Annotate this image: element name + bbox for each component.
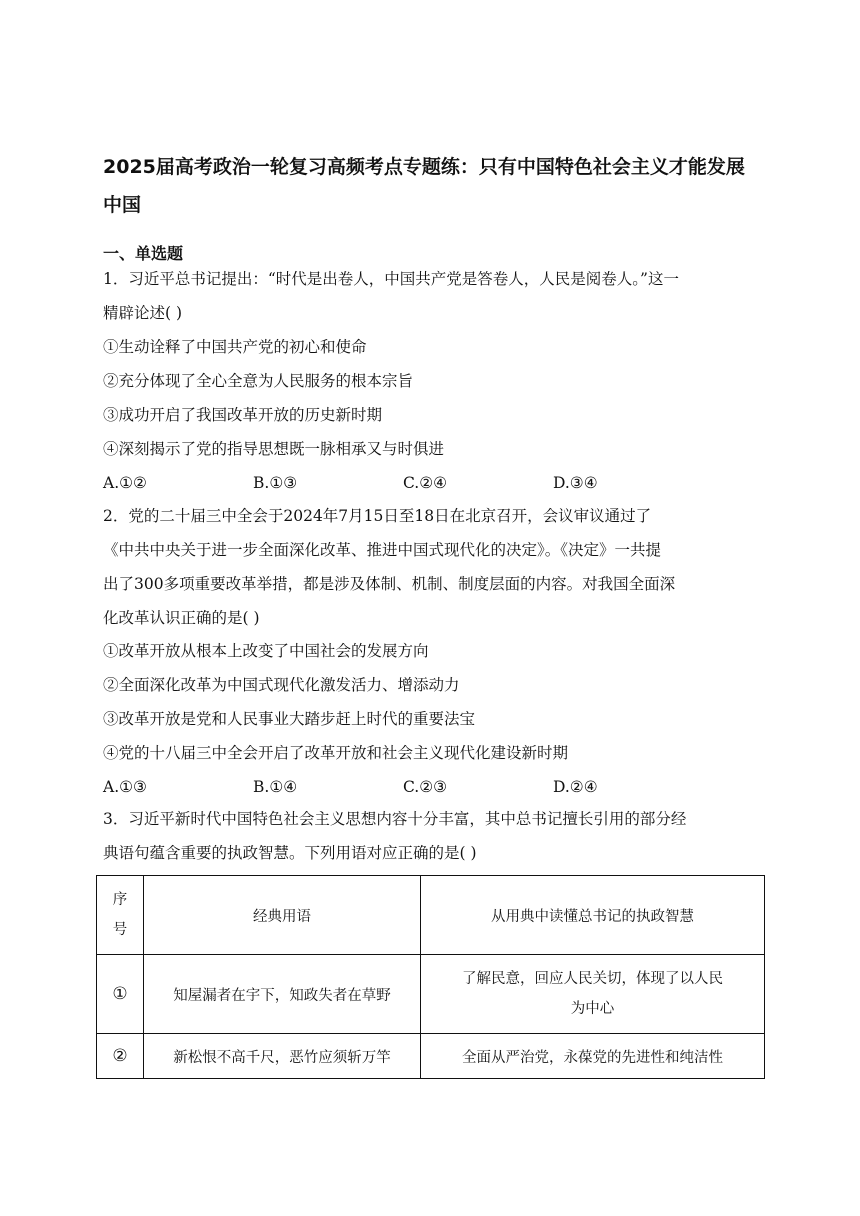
table-header-row (97, 876, 765, 955)
q2-item-1: ①改革开放从根本上改变了中国社会的发展方向 (103, 642, 429, 660)
table-row (97, 955, 765, 1034)
q2-option-a: A.①③ (103, 778, 147, 796)
q3-stem-line-2: 典语句蕴含重要的执政智慧。下列用语对应正确的是( ) (103, 844, 477, 862)
row-number: ① (97, 955, 144, 1034)
q1-item-3: ③成功开启了我国改革开放的历史新时期 (103, 406, 383, 424)
q3-table (96, 875, 765, 1079)
q1-item-1: ①生动诠释了中国共产党的初心和使命 (103, 338, 367, 356)
q1-options (103, 472, 703, 494)
q2-item-4: ④党的十八届三中全会开启了改革开放和社会主义现代化建设新时期 (103, 744, 569, 762)
header-number-char-1: 序 (112, 892, 128, 908)
q1-option-d: D.③④ (553, 474, 598, 492)
q1-option-a: A.①② (103, 474, 147, 492)
header-quote: 经典用语 (144, 876, 421, 955)
q1-item-4: ④深刻揭示了党的指导思想既一脉相承又与时俱进 (103, 440, 445, 458)
q2-stem-line-2: 《中共中央关于进一步全面深化改革、推进中国式现代化的决定》。《决定》一共提 (103, 541, 662, 559)
q2-stem-line-4: 化改革认识正确的是( ) (103, 609, 260, 627)
q1-item-2: ②充分体现了全心全意为人民服务的根本宗旨 (103, 372, 414, 390)
row-quote: 知屋漏者在宇下，知政失者在草野 (144, 955, 421, 1034)
row-wisdom-line-2: 为中心 (570, 1001, 615, 1017)
q2-option-d: D.②④ (553, 778, 598, 796)
q1-option-b: B.①③ (253, 474, 298, 492)
q2-options (103, 776, 703, 798)
row-number: ② (97, 1034, 144, 1079)
header-number-char-2: 号 (112, 922, 128, 938)
q2-option-b: B.①④ (253, 778, 298, 796)
q2-item-3: ③改革开放是党和人民事业大踏步赶上时代的重要法宝 (103, 710, 476, 728)
q2-stem-line-1: 2．党的二十届三中全会于2024年7月15日至18日在北京召开，会议审议通过了 (103, 507, 652, 525)
page-title: 2025届高考政治一轮复习高频考点专题练：只有中国特色社会主义才能发展中国 (103, 156, 745, 216)
header-number-cell (97, 876, 144, 955)
row-wisdom-cell (421, 955, 765, 1034)
table-row (97, 1034, 765, 1079)
q2-item-2: ②全面深化改革为中国式现代化激发活力、增添动力 (103, 676, 460, 694)
q1-stem-line-1: 1．习近平总书记提出：“时代是出卷人，中国共产党是答卷人，人民是阅卷人。”这一 (103, 270, 679, 288)
row-quote: 新松恨不高千尺，恶竹应须斩万竿 (144, 1034, 421, 1079)
row-wisdom-line-1: 了解民意，回应人民关切，体现了以人民 (462, 971, 723, 987)
section-heading: 一、单选题 (103, 244, 184, 263)
header-wisdom: 从用典中读懂总书记的执政智慧 (421, 876, 765, 955)
row-wisdom: 全面从严治党，永葆党的先进性和纯洁性 (421, 1034, 765, 1079)
q2-option-c: C.②③ (403, 778, 448, 796)
q1-stem-line-2: 精辟论述( ) (103, 304, 183, 322)
q3-stem-line-1: 3．习近平新时代中国特色社会主义思想内容十分丰富，其中总书记擅长引用的部分经 (103, 810, 687, 828)
q1-option-c: C.②④ (403, 474, 448, 492)
q2-stem-line-3: 出了300多项重要改革举措，都是涉及体制、机制、制度层面的内容。对我国全面深 (103, 575, 676, 593)
